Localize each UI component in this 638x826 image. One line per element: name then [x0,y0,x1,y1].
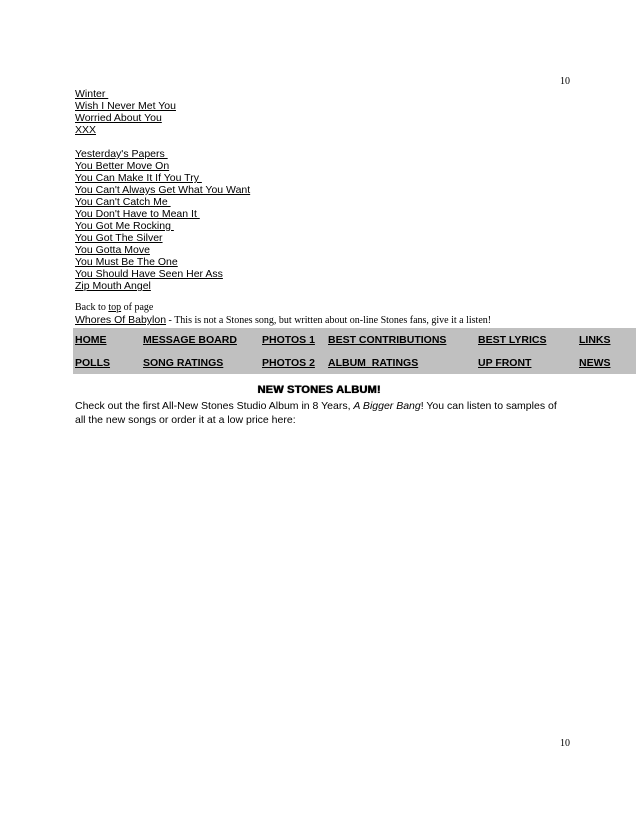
song-link[interactable]: You Gotta Move [75,244,150,256]
nav-links[interactable]: LINKS [579,334,611,346]
album-description [75,399,565,427]
whores-line [75,314,491,326]
album-title: A Bigger Bang [353,400,421,412]
song-link[interactable]: You Got The Silver [75,232,163,244]
song-link[interactable]: You Should Have Seen Her Ass [75,268,223,280]
song-link[interactable]: Yesterday's Papers [75,148,168,160]
song-link[interactable]: You Better Move On [75,160,170,172]
song-link[interactable]: Worried About You [75,112,162,124]
song-link[interactable]: You Must Be The One [75,256,178,268]
song-link[interactable]: You Don't Have to Mean It [75,208,200,220]
song-link[interactable]: You Can't Catch Me [75,196,171,208]
nav-song-ratings[interactable]: SONG RATINGS [143,357,224,369]
nav-polls[interactable]: POLLS [75,357,111,369]
nav-photos-1[interactable]: PHOTOS 1 [262,334,315,346]
nav-home[interactable]: HOME [75,334,107,346]
nav-up-front[interactable]: UP FRONT [478,357,532,369]
album-text-after: ! You can listen to samples of all the new songs or order it at a low price here: [75,400,557,426]
whores-note: - This is not a Stones song, but written about on-line Stones fans, give it a listen! [166,315,492,326]
nav-row-2 [73,351,636,374]
song-link[interactable]: Winter [75,88,109,100]
whores-of-babylon-link[interactable]: Whores Of Babylon [75,314,167,326]
nav-best-lyrics[interactable]: BEST LYRICS [478,334,547,346]
nav-album-ratings[interactable]: ALBUM RATINGS [328,357,419,369]
nav-row-1 [73,328,636,351]
song-link[interactable]: You Can Make It If You Try [75,172,202,184]
song-link[interactable]: You Can't Always Get What You Want [75,184,251,196]
album-text-before: Check out the first All-New Stones Studio Album in 8 Years, [75,400,354,412]
nav-message-board[interactable]: MESSAGE BOARD [143,334,237,346]
nav-best-contributions[interactable]: BEST CONTRIBUTIONS [328,334,447,346]
page-number-top: 10 [560,76,570,87]
nav-photos-2[interactable]: PHOTOS 2 [262,357,315,369]
back-suffix: of page [121,302,154,313]
song-link[interactable]: Wish I Never Met You [75,100,176,112]
song-link[interactable]: You Got Me Rocking [75,220,174,232]
new-album-heading: NEW STONES ALBUM! [257,384,381,396]
nav-news[interactable]: NEWS [579,357,611,369]
back-to-top-line [75,302,153,313]
song-list [75,88,250,292]
page-number-bottom: 10 [560,738,570,749]
song-link[interactable]: XXX [75,124,97,136]
song-link[interactable]: Zip Mouth Angel [75,280,151,292]
top-link[interactable]: top [108,302,122,313]
nav-bar [73,328,636,374]
back-prefix: Back to [75,302,109,313]
list-spacer [75,136,250,148]
